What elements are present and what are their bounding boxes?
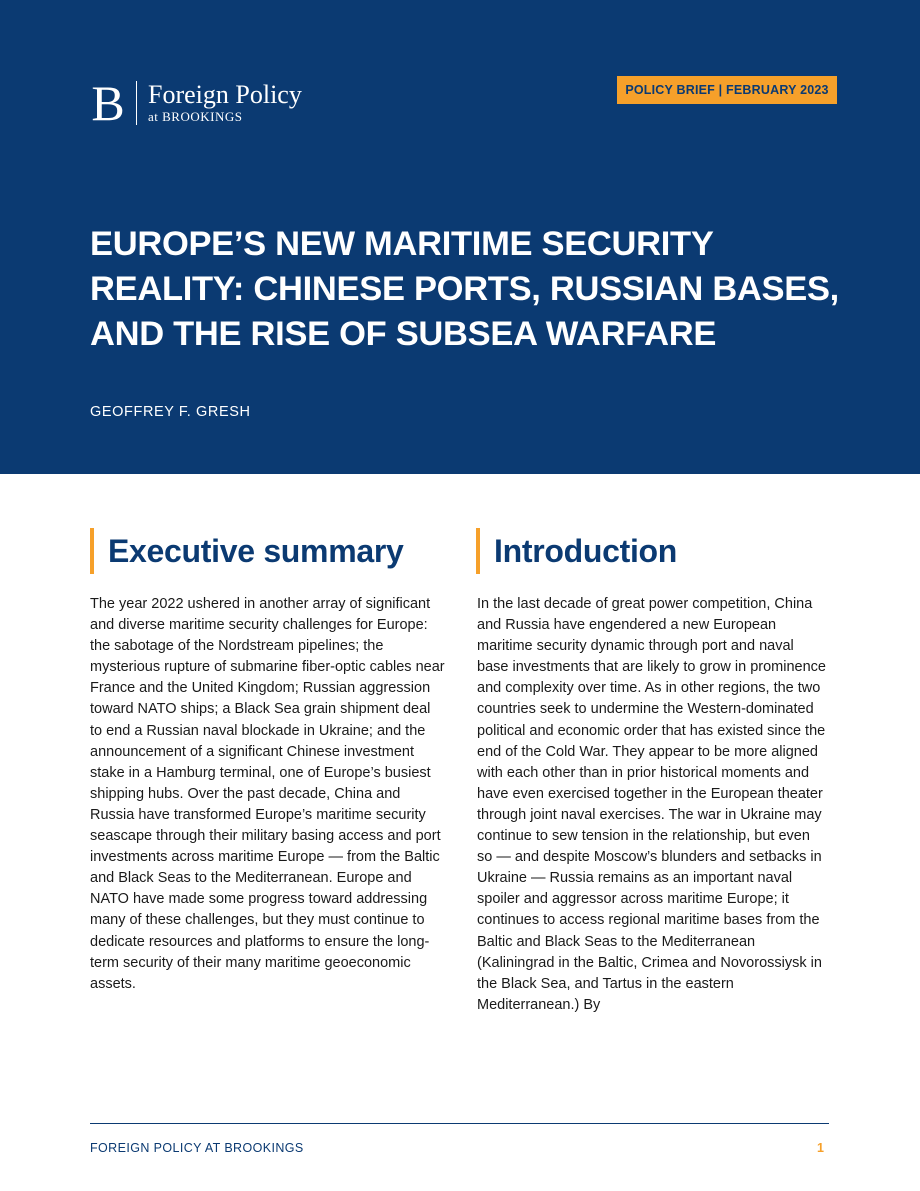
introduction-body: In the last decade of great power competition, China and Russia have engendered a new European maritime security dynamic through port and naval base investments that are likely to grow in prominence and complexity over time. As in other regions, the two countries seek to undermine the Western-dominated political and economic order that has existed since the end of the Cold War. They appear to be more aligned with each other than in prior historical moments and have even exercised together in the European theater through joint naval exercises. The war in Ukraine may continue to sew tension in the relationship, but even so — and despite Moscow’s blunders and setbacks in Ukraine — Russia remains as an important naval spoiler and aggressor across maritime Europe; it continues to access regional maritime bases from the Baltic and Black Seas to the Mediterranean (Kaliningrad in the Baltic, Crimea and Novorossiysk in the Black Sea, and Tartus in the eastern Mediterranean.) By xyxy=(477,596,826,1013)
footer-label: FOREIGN POLICY AT BROOKINGS xyxy=(90,1141,304,1155)
cover-banner xyxy=(0,0,920,474)
executive-summary-heading: Executive summary xyxy=(108,533,404,569)
introduction-header xyxy=(476,528,677,574)
document-title: EUROPE’S NEW MARITIME SECURITY REALITY: CHINESE PORTS, RUSSIAN BASES, AND THE RISE OF SUBSEA WARFARE xyxy=(90,225,839,353)
logo-wordmark xyxy=(148,81,302,125)
brand-subtitle: at BROOKINGS xyxy=(148,109,243,124)
introduction-heading: Introduction xyxy=(494,533,678,569)
logo-letter: B xyxy=(91,75,125,131)
footer-divider xyxy=(90,1123,829,1124)
executive-summary-body: The year 2022 ushered in another array of significant and diverse maritime security challenges for Europe: the sabotage of the Nordstream pipelines; the mysterious rupture of submarine fiber-optic cables near France and the United Kingdom; Russian aggression toward NATO ships; a Black Sea grain shipment deal to end a Russian naval blockade in Ukraine; and the announcement of a significant Chinese investment stake in a Hamburg terminal, one of Europe’s busiest shipping hubs. Over the past decade, China and Russia have transformed Europe’s maritime security seascape through their military basing access and port investments across maritime Europe — from the Baltic and Black Seas to the Mediterranean. Europe and NATO have made some progress toward addressing many of these challenges, but they must continue to dedicate resources and platforms to ensure the long-term security of their many maritime geoeconomic assets. xyxy=(90,596,445,992)
accent-bar xyxy=(476,528,480,574)
executive-summary-header xyxy=(90,528,404,574)
page-number: 1 xyxy=(817,1141,824,1155)
author-name: GEOFFREY F. GRESH xyxy=(90,404,251,420)
policy-brief-badge: POLICY BRIEF | FEBRUARY 2023 xyxy=(617,76,837,104)
brookings-logo xyxy=(90,75,302,131)
brand-name: Foreign Policy xyxy=(148,80,302,109)
accent-bar xyxy=(90,528,94,574)
logo-divider xyxy=(136,81,137,125)
